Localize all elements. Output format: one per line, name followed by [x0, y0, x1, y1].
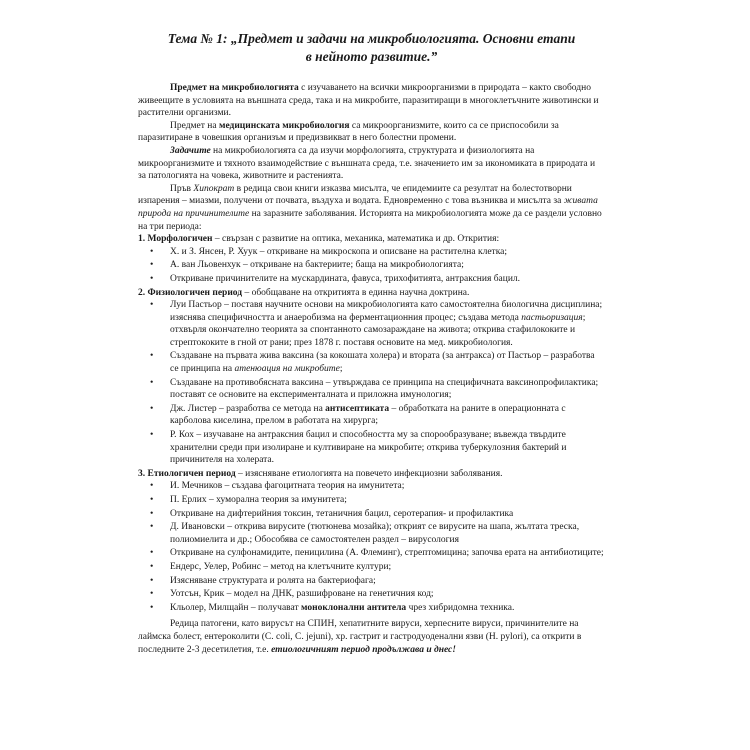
- bullet-icon: •: [150, 495, 154, 505]
- bullet-icon: •: [150, 300, 154, 311]
- paragraph-closing: [138, 618, 605, 656]
- list-item: [150, 273, 605, 286]
- paragraph-medical-pre: Предмет на: [170, 120, 219, 131]
- paragraph-subject: [138, 82, 605, 120]
- paragraph-history-text: на заразните заболявания. Историята на микробиологията може да се раздели условно на три периода:: [138, 208, 602, 232]
- list-item-emphasis: моноклонални антитела: [301, 602, 407, 613]
- paragraph-medical-microbiology: [138, 120, 605, 145]
- list-item: [150, 521, 605, 546]
- bullet-icon: •: [150, 351, 154, 362]
- list-item-text: П. Ерлих – хуморална теория за имунитета;: [170, 495, 347, 505]
- period-list: [138, 480, 605, 614]
- bullet-icon: •: [150, 377, 154, 388]
- list-item: [150, 299, 605, 349]
- paragraph-history-pre: Пръв: [170, 183, 194, 194]
- list-item-text: Д. Ивановски – открива вирусите (тютюнева мозайка); открият се вирусите на шапа, жълтата треска, полиомиелита и др.; Обособява се самостоятелен раздел – вирусология: [170, 522, 580, 545]
- list-item-text: ;: [339, 364, 343, 375]
- list-item-text: Изясняване структурата и ролята на бактериофага;: [170, 575, 376, 586]
- paragraph-subject-text: с изучаването на всички микроорганизми в природата – както свободно живеещите в условията на външната среда, така и на микробите, паразитиращи в многоклетъчните животински и растителни организми.: [138, 83, 599, 119]
- bullet-icon: •: [150, 260, 154, 271]
- bullet-icon: •: [150, 481, 154, 492]
- bullet-icon: •: [150, 246, 154, 257]
- list-item: [150, 547, 605, 560]
- period-heading: [138, 233, 605, 246]
- list-item-text: Ендерс, Уелер, Робинс – метод на клетъчните култури;: [170, 561, 392, 572]
- list-item-text: И. Мечников – създава фагоцитната теория на имунитета;: [170, 481, 405, 492]
- bullet-icon: •: [150, 575, 154, 586]
- list-item-text: Създаване на противобясната ваксина – утвърждава се принципа на специфичната ваксинопрофилактика; поставят се основите на експерименталната и приложна имунология;: [170, 377, 599, 401]
- bullet-icon: •: [150, 589, 154, 600]
- term-tasks: Задачите: [170, 145, 211, 156]
- list-item: [150, 508, 605, 521]
- list-item-text: Създаване на първата жива ваксина (за кокошата холера) и втората (за антракса) от Пастьор – разработва се принципа на: [170, 351, 595, 375]
- period-description: – обобщаване на откритията в единна научна доктрина.: [242, 287, 470, 298]
- term-hippocrates: Хипократ: [193, 183, 235, 194]
- bullet-icon: •: [150, 522, 154, 533]
- list-item: [150, 429, 605, 467]
- list-item-text: ; отхвърля окончателно теорията за спонтанното самозараждане на живота; открива стафилококите и стрептококите в гной от рани; през 1878 г. поставя основите на мед. микробиология.: [170, 312, 586, 348]
- list-item: [150, 377, 605, 402]
- period-description: – изясняване етиологията на повечето инфекциозни заболявания.: [235, 468, 503, 479]
- bullet-icon: •: [150, 273, 154, 284]
- list-item: [150, 480, 605, 493]
- list-item: [150, 561, 605, 574]
- list-item-emphasis: антисептиката: [325, 403, 390, 414]
- list-item: [150, 403, 605, 428]
- list-item-text: Р. Кох – изучаване на антраксния бацил и способността му за спорообразуване; въвежда твърдите хранителни среди при изолиране и култивиране на микробите; открива туберкулозния бактерий и причинителя на холерата.: [170, 430, 567, 466]
- list-item-text: Откриване на сулфонамидите, пеницилина (А. Флеминг), стрептомицина; започва ерата на антибиотиците;: [170, 548, 604, 559]
- paragraph-tasks-text: на микробиологията са да изучи морфологията, структурата и физиологията на микроорганизмите и тяхното взаимодействие с външната среда, т.е. значението им за икономиката в природата и за патологията на човека, животните и растенията.: [138, 145, 596, 182]
- list-item-text: Откриване причинителите на мускардината, фавуса, трихофитията, антраксния бацил.: [170, 273, 521, 284]
- closing-text: Редица патогени, като вирусът на СПИН, хепатитните вируси, херпесните вируси, причинителите на лаймска болест, ентероколити (C. coli, C. jejuni), хр. гастрит и гастродуоденални язви (H. pylori), са открити в последните 2-3 десетилетия, т.е.: [138, 619, 582, 655]
- list-item-emphasis: атенюация на микробите: [234, 364, 340, 375]
- list-item-text: Луи Пастьор – поставя научните основи на микробиологията като самостоятелна биологична дисциплина; изяснява специфичността и анаеробизма на ферментационния процес; създава метода: [170, 300, 603, 323]
- period-title: 3. Етиологичен период: [138, 468, 236, 479]
- bullet-icon: •: [150, 561, 154, 572]
- paragraph-history: [138, 183, 605, 233]
- term-medical-microbiology: медицинската микробиология: [218, 120, 350, 131]
- bullet-icon: •: [150, 548, 154, 559]
- period-list: [138, 246, 605, 286]
- list-item: [150, 259, 605, 272]
- list-item-text: Кльолер, Милщайн – получават: [170, 602, 302, 613]
- term-living-nature: живата природа на причинителите: [138, 196, 598, 219]
- list-item-text: чрез хибридомна техника.: [406, 602, 515, 613]
- list-item: [150, 350, 605, 375]
- list-item-text: А. ван Льовенхук – откриване на бактериите; баща на микробиологията;: [170, 260, 464, 271]
- bullet-icon: •: [150, 508, 154, 519]
- document-title: [138, 30, 605, 66]
- list-item-text: Дж. Листер – разработва се метода на: [170, 403, 326, 414]
- term-microbiology-subject: Предмет на микробиологията: [170, 83, 299, 93]
- period-list: [138, 299, 605, 467]
- period-title: 2. Физиологичен период: [138, 287, 243, 298]
- bullet-icon: •: [150, 403, 154, 414]
- list-item: [150, 602, 605, 615]
- closing-emphasis: етиологичният период продължава и днес!: [271, 644, 456, 655]
- list-item: [150, 494, 605, 507]
- period-heading: [138, 287, 605, 300]
- list-item: [150, 588, 605, 601]
- list-item-text: Х. и З. Янсен, Р. Хуук – откриване на микроскопа и описване на растителна клетка;: [170, 246, 508, 257]
- list-item-emphasis: пастьоризация: [521, 312, 583, 323]
- period-title: 1. Морфологичен: [138, 234, 213, 245]
- paragraph-medical-text: са микроорганизмите, които са се приспособили за паразитиране в човешкия организъм и предизвикват в него болестни промени.: [138, 120, 559, 144]
- list-item-text: Откриване на дифтерийния токсин, тетаничния бацил, серотерапия- и профилактика: [170, 508, 514, 519]
- title-line-2: в нейното развитие.”: [305, 49, 438, 64]
- period-description: – свързан с развитие на оптика, механика, математика и др. Открития:: [212, 234, 500, 245]
- list-item: [150, 246, 605, 259]
- title-line-1: Тема № 1: „Предмет и задачи на микробиологията. Основни етапи: [167, 31, 576, 46]
- list-item: [150, 575, 605, 588]
- periods-section: [138, 233, 605, 614]
- bullet-icon: •: [150, 602, 154, 613]
- period-heading: [138, 468, 605, 481]
- paragraph-history-mid: в редица свои книги изказва мисълта, че епидемиите са резултат на болестотворни изпарения – миазми, получени от почвата, въздуха и водата. Едновременно с това възниква и мисълта за: [138, 183, 572, 207]
- bullet-icon: •: [150, 430, 154, 441]
- list-item-text: – обработката на раните в операционната с карболова киселина, прелом в работата на хирурга;: [170, 403, 566, 427]
- paragraph-tasks: [138, 145, 605, 183]
- list-item-text: Уотсън, Крик – модел на ДНК, разшифроване на генетичния код;: [170, 589, 434, 600]
